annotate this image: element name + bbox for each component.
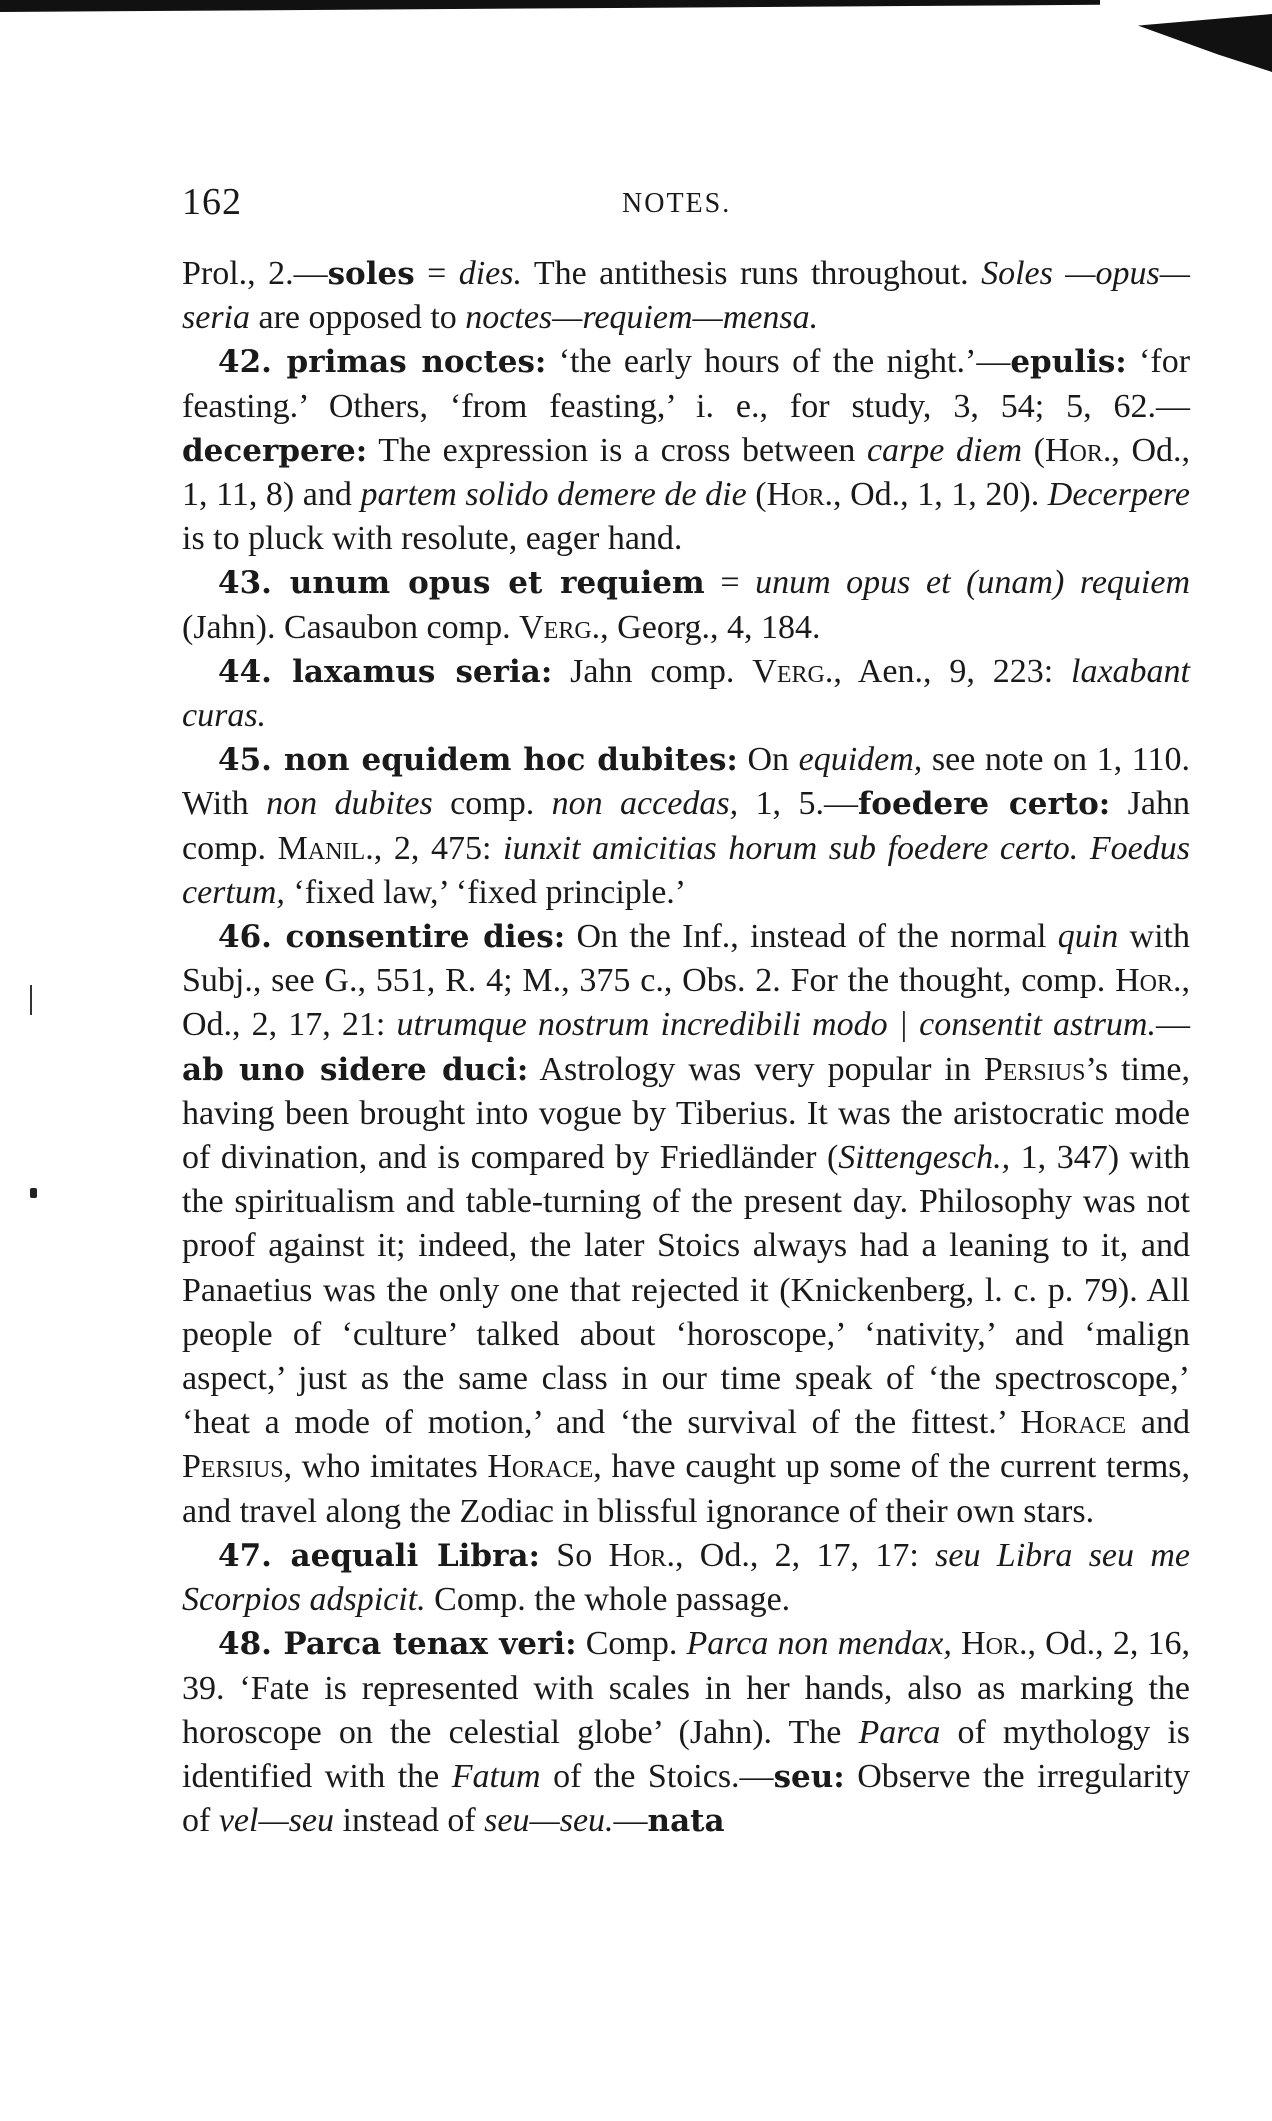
text-run: Jahn comp. — [182, 785, 1191, 867]
author-abbrev: Hor. — [1044, 431, 1112, 469]
notes-body — [182, 252, 1190, 1843]
text-run: of the Stoics.— — [540, 1757, 774, 1795]
text-run: , have caught up some of the current terms, and travel along the Zodiac in blissful ignorance of their own stars. — [182, 1448, 1191, 1530]
text-run: of mythology is identified with the — [182, 1713, 1190, 1795]
lemma: nata — [647, 1803, 725, 1840]
lemma: epulis: — [1010, 344, 1127, 381]
author-abbrev: Persius — [983, 1050, 1086, 1088]
running-head: NOTES. — [622, 188, 732, 219]
lemma: soles — [327, 256, 415, 292]
italic-text: Soles —opus—seria — [182, 255, 1190, 337]
text-run: , Georg., 4, 184. — [600, 608, 821, 646]
text-run: is to pluck with resolute, eager hand. — [182, 520, 683, 558]
text-run: On the Inf., instead of the normal — [565, 918, 1058, 956]
author-abbrev: Hor. — [608, 1536, 675, 1574]
author-abbrev: Verg. — [752, 652, 834, 690]
page-number: 162 — [182, 181, 242, 223]
italic-text: seu Libra seu me Scorpios adspicit. — [182, 1536, 1190, 1619]
note-paragraph — [182, 1534, 1190, 1622]
text-run: and — [1126, 1404, 1190, 1442]
lemma: seu: — [773, 1758, 845, 1795]
author-abbrev: Hor. — [766, 476, 833, 514]
italic-text: quin — [1057, 918, 1119, 956]
italic-text: partem solido demere de die — [360, 476, 747, 514]
text-run: , Od., 2, 17, 21: — [182, 962, 1190, 1044]
italic-text: Parca — [858, 1713, 941, 1751]
text-run: The expression is a cross between — [367, 431, 867, 469]
text-run: , Od., 2, 17, 17: — [674, 1536, 936, 1574]
text-run — [952, 1625, 961, 1662]
italic-text: carpe diem — [866, 431, 1023, 469]
author-abbrev: Verg. — [519, 608, 601, 646]
italic-text: noctes—requiem—mensa. — [465, 299, 819, 337]
text-run: Astrology was very popular in — [528, 1050, 984, 1088]
text-run: — — [613, 1802, 648, 1840]
italic-text: laxabant curas. — [182, 652, 1190, 735]
author-abbrev: Hor. — [961, 1625, 1028, 1663]
italic-text: dies. — [458, 255, 523, 292]
corner-arrow-mark — [1138, 14, 1272, 72]
text-run: are opposed to — [250, 299, 466, 337]
lemma: ab uno sidere duci: — [182, 1051, 529, 1088]
text-run: So — [539, 1536, 609, 1574]
page-top-edge — [0, 0, 1100, 12]
text-run: , Od., 2, 16, 39. ‘Fate is represented with scales in her hands, also as marking the horoscope on the celestial globe’ (Jahn). The — [182, 1625, 1190, 1751]
text-run: = — [414, 255, 459, 292]
text-run: — — [1156, 1006, 1190, 1044]
text-run: Jahn comp. — [552, 652, 753, 690]
text-run: 1, 347) with the spiritualism and table-turning of the present day. Philosophy was not proof against it; indeed, the later Stoics always had a leaning to it, and Panaetius was the only one that rejected it (Knickenberg, l. c. p. 79). All people of ‘culture’ talked about ‘horoscope,’ ‘nativity,’ and ‘malign aspect,’ just as the same class in our time speak of ‘the spectroscope,’ ‘heat a mode of motion,’ and ‘the survival of the fittest.’ — [182, 1139, 1190, 1442]
note-paragraph — [182, 340, 1190, 561]
lemma: foedere certo: — [857, 786, 1111, 823]
text-run: ’s time, having been brought into vogue by Tiberius. It was the aristocratic mode of divination, and is compared by Friedländer ( — [182, 1050, 1191, 1177]
lemma: 45. non equidem hoc dubites: — [218, 742, 738, 779]
author-abbrev: Manil. — [277, 829, 374, 867]
text-run: Comp. — [576, 1625, 687, 1663]
author-abbrev: Persius — [182, 1448, 284, 1486]
italic-text: vel—seu — [218, 1802, 335, 1840]
author-abbrev: Horace — [1020, 1404, 1127, 1442]
italic-text: Fatum — [451, 1757, 541, 1795]
lemma: 42. primas noctes: — [218, 344, 547, 381]
text-run: , who imitates — [283, 1448, 488, 1486]
margin-dot — [30, 1188, 37, 1198]
italic-text: Parca non mendax, — [686, 1625, 952, 1663]
text-run: The antithesis runs throughout. — [522, 255, 982, 292]
text-run: Comp. the whole passage. — [425, 1581, 791, 1619]
text-run: with Subj., see G., 551, R. 4; M., 375 c., Obs. 2. For the thought, comp. — [182, 918, 1190, 1000]
lemma: decerpere: — [182, 432, 368, 469]
text-run: , Od., 1, 11, 8) and — [182, 431, 1191, 514]
note-paragraph — [182, 738, 1190, 915]
lemma: 43. unum opus et requiem — [218, 565, 705, 602]
author-abbrev: Horace — [487, 1448, 594, 1486]
text-run: see note on 1, 110. With — [182, 741, 1190, 823]
italic-text: iunxit amicitias horum sub foedere certo. Foedus certum, — [182, 829, 1190, 911]
text-run: instead of — [334, 1802, 485, 1840]
margin-mark — [30, 985, 32, 1015]
text-run: On — [737, 741, 799, 779]
lemma: 48. Parca tenax veri: — [218, 1626, 577, 1663]
text-run: ‘the early hours of the night.’— — [546, 343, 1011, 381]
italic-text: Decerpere — [1047, 476, 1190, 514]
text-run: ‘for feasting.’ Others, ‘from feasting,’ i. e., for study, 3, 54; 5, 62.— — [182, 343, 1191, 425]
italic-text: non accedas, — [551, 785, 739, 823]
text-run: Prol., 2.— — [182, 255, 328, 292]
italic-text: seu—seu. — [484, 1802, 614, 1840]
text-run: ( — [746, 476, 767, 514]
italic-text: utrumque nostrum incredibili modo | consentit astrum. — [396, 1006, 1156, 1044]
text-run: comp. — [432, 785, 552, 823]
text-run: = — [704, 564, 756, 602]
italic-text: non dubites — [266, 785, 433, 823]
note-paragraph — [182, 650, 1190, 738]
note-paragraph — [182, 561, 1190, 649]
text-run: ( — [1022, 431, 1045, 469]
italic-text: unum opus et (unam) requiem — [755, 564, 1190, 602]
italic-text: equidem, — [798, 741, 923, 779]
lemma: 46. consentire dies: — [218, 919, 566, 956]
author-abbrev: Hor. — [1115, 962, 1182, 1000]
note-paragraph — [182, 1622, 1190, 1843]
text-run: 1, 5.— — [738, 785, 858, 823]
page-header — [182, 180, 1192, 240]
text-run: , Od., 1, 1, 20). — [833, 476, 1048, 514]
text-run: ‘fixed law,’ ‘fixed principle.’ — [284, 873, 687, 911]
note-paragraph — [182, 915, 1190, 1534]
text-run: , 2, 475: — [373, 829, 504, 867]
paragraph-continuation — [182, 252, 1190, 340]
lemma: 47. aequali Libra: — [218, 1537, 540, 1574]
text-run: , Aen., 9, 223: — [833, 652, 1072, 690]
italic-text: Sittengesch., — [838, 1139, 1011, 1177]
lemma: 44. laxamus seria: — [218, 653, 553, 690]
text-run: (Jahn). Casaubon comp. — [182, 608, 520, 646]
text-run: Observe the irregularity of — [182, 1757, 1190, 1840]
